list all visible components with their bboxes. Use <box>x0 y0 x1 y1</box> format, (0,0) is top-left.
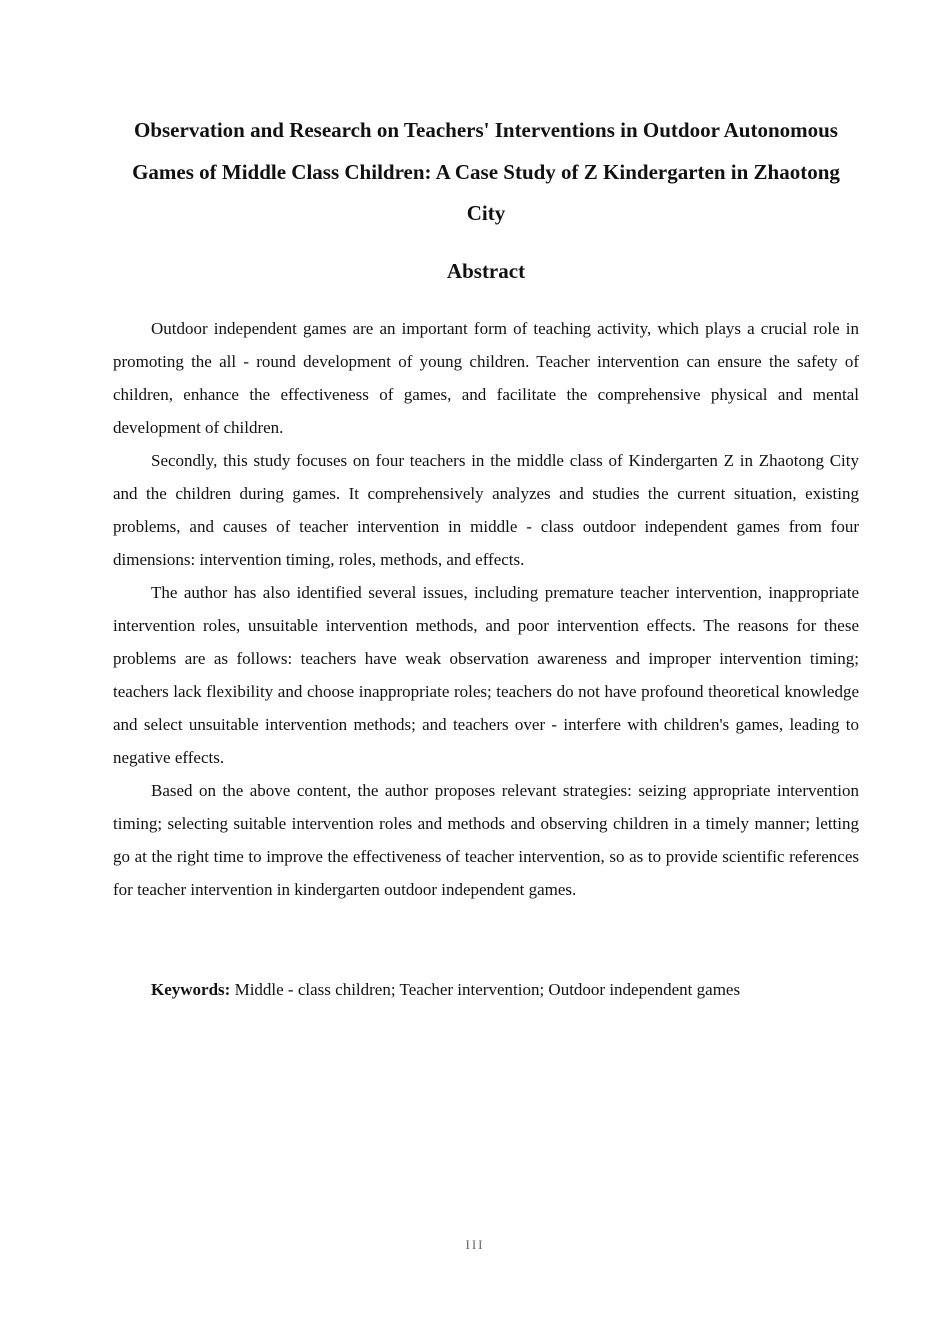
keywords-line <box>113 973 859 1006</box>
keywords-label: Keywords: <box>151 980 231 999</box>
abstract-paragraph-4: Based on the above content, the author proposes relevant strategies: seizing appropriate intervention timing; selecting suitable intervention roles and methods and observing children in a timely manner; letting go at the right time to improve the effectiveness of teacher intervention, so as to provide scientific references for teacher intervention in kindergarten outdoor independent games. <box>113 781 859 899</box>
abstract-paragraph-1: Outdoor independent games are an important form of teaching activity, which plays a crucial role in promoting the all - round development of young children. Teacher intervention can ensure the safety of children, enhance the effectiveness of games, and facilitate the comprehensive physical and mental development of children. <box>113 319 859 437</box>
abstract-paragraph-2: Secondly, this study focuses on four teachers in the middle class of Kindergarten Z in Zhaotong City and the children during games. It comprehensively analyzes and studies the current situation, existing problems, and causes of teacher intervention in middle - class outdoor independent games from four dimensions: intervention timing, roles, methods, and effects. <box>113 451 859 569</box>
document-title: Observation and Research on Teachers' Interventions in Outdoor Autonomous Games of Middle Class Children: A Case Study of Z Kindergarten in Zhaotong City <box>132 118 840 225</box>
keywords-text: Middle - class children; Teacher intervention; Outdoor independent games <box>230 980 741 999</box>
abstract-body <box>113 312 859 906</box>
abstract-heading: Abstract <box>446 259 526 283</box>
abstract-paragraph-3: The author has also identified several issues, including premature teacher intervention, inappropriate intervention roles, unsuitable intervention methods, and poor intervention effects. The reasons for these problems are as follows: teachers have weak observation awareness and improper intervention timing; teachers lack flexibility and choose inappropriate roles; teachers do not have profound theoretical knowledge and select unsuitable intervention methods; and teachers over - interfere with children's games, leading to negative effects. <box>113 583 859 767</box>
page-number: III <box>465 1237 485 1252</box>
